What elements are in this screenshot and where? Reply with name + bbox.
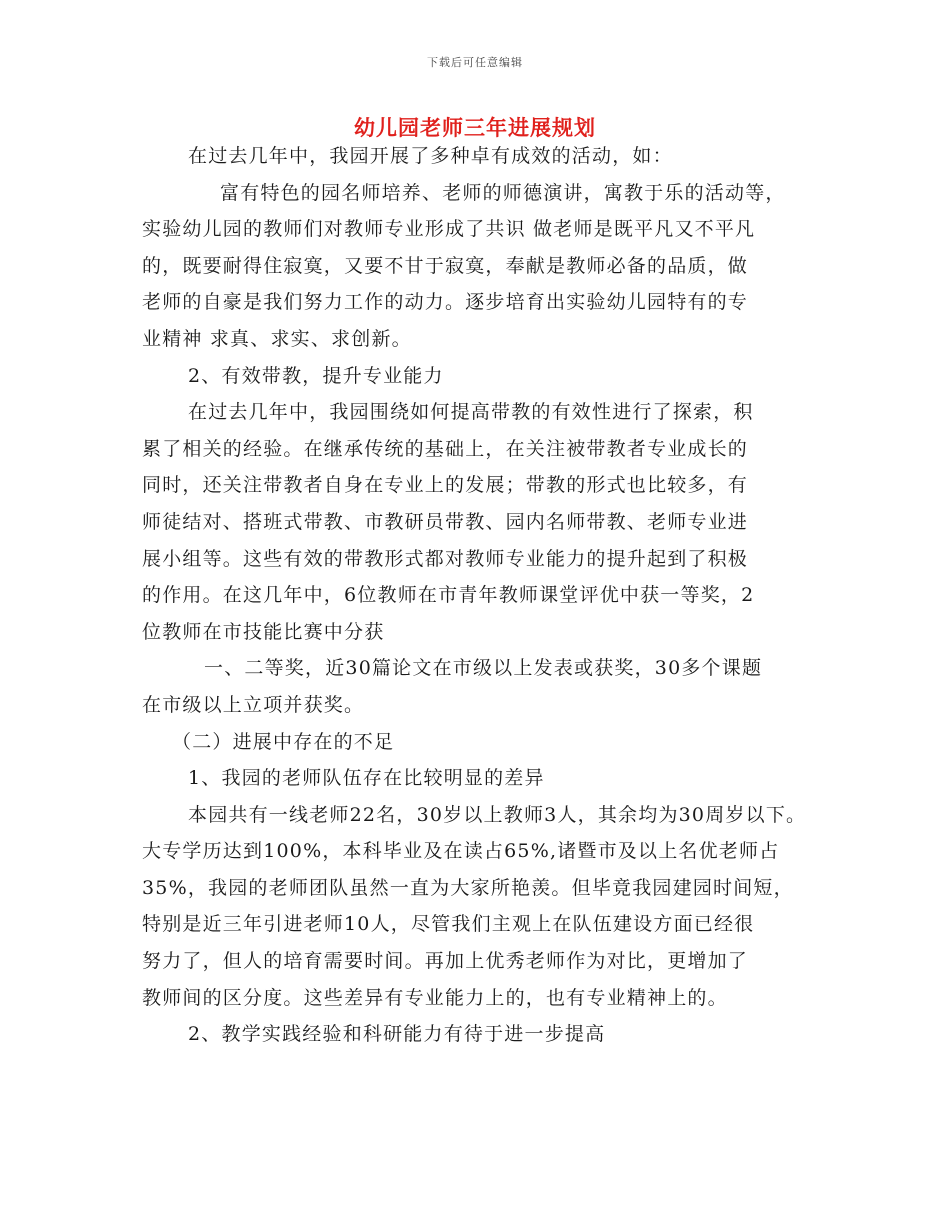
paragraph-line: 同时，还关注带教者自身在专业上的发展；带教的形式也比较多，有 (142, 474, 749, 497)
paragraph-line: 累了相关的经验。在继承传统的基础上，在关注被带教者专业成长的 (142, 437, 749, 460)
section-heading: 2、教学实践经验和科研能力有待于进一步提高 (188, 1023, 606, 1046)
paragraph-line: 师徒结对、搭班式带教、市教研员带教、园内名师带教、老师专业进 (142, 510, 749, 533)
paragraph-line: 老师的自豪是我们努力工作的动力。逐步培育出实验幼儿园特有的专 (142, 291, 749, 314)
section-heading: 2、有效带教，提升专业能力 (188, 364, 444, 387)
paragraph-line: 业精神 求真、求实、求创新。 (142, 327, 412, 350)
paragraph-line: 在市级以上立项并获奖。 (142, 693, 365, 716)
paragraph-line: 在过去几年中，我园围绕如何提高带教的有效性进行了探索，积 (188, 401, 754, 424)
paragraph-line: 一、二等奖，近30篇论文在市级以上发表或获奖，30多个课题 (204, 657, 763, 680)
paragraph-line: 的作用。在这几年中，6位教师在市青年教师课堂评优中获一等奖，2 (142, 584, 755, 607)
paragraph-line: 的，既要耐得住寂寞，又要不甘于寂寞，奉献是教师必备的品质，做 (142, 254, 749, 277)
paragraph-line: 在过去几年中，我园开展了多种卓有成效的活动，如： (188, 145, 673, 167)
paragraph-line: 本园共有一线老师22名，30岁以上教师3人，其余均为30周岁以下。 (188, 803, 807, 826)
section-heading: 1、我园的老师队伍存在比较明显的差异 (188, 767, 545, 790)
paragraph-line: 35%，我园的老师团队虽然一直为大家所艳羡。但毕竟我园建园时间短， (142, 876, 794, 899)
document-title: 幼儿园老师三年进展规划 (354, 115, 596, 140)
paragraph-line: 教师间的区分度。这些差异有专业能力上的，也有专业精神上的。 (142, 986, 728, 1009)
paragraph-line: 展小组等。这些有效的带教形式都对教师专业能力的提升起到了积极 (142, 547, 749, 570)
paragraph-line: 大专学历达到100%，本科毕业及在读占65%,诸暨市及以上名优老师占 (142, 840, 780, 863)
section-heading: （二）进展中存在的不足 (172, 730, 395, 753)
paragraph-line: 努力了，但人的培育需要时间。再加上优秀老师作为对比，更增加了 (142, 950, 749, 973)
paragraph-line: 富有特色的园名师培养、老师的师德演讲，寓教于乐的活动等， (220, 181, 786, 204)
paragraph-line: 实验幼儿园的教师们对教师专业形成了共识 做老师是既平凡又不平凡 (142, 218, 756, 241)
page-header: 下载后可任意编辑 (427, 56, 523, 69)
paragraph-line: 特别是近三年引进老师10人，尽管我们主观上在队伍建设方面已经很 (142, 913, 755, 936)
document-body (142, 138, 832, 1053)
paragraph-line: 位教师在市技能比赛中分获 (142, 620, 385, 643)
